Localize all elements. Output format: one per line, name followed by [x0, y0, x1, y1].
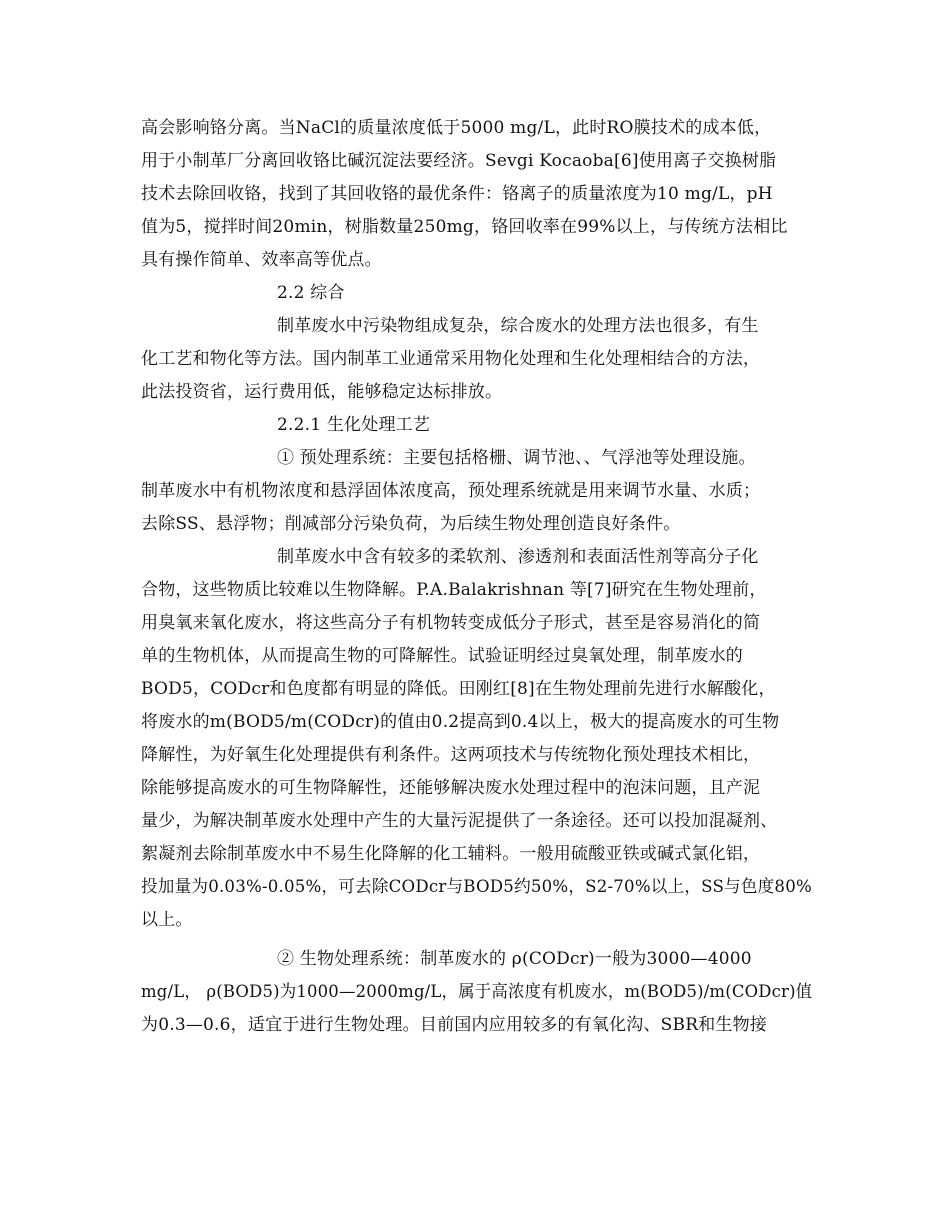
text-line: 化工艺和物化等方法。国内制革工业通常采用物化处理和生化处理相结合的方法， [141, 349, 761, 369]
text-line: 单的生物机体，从而提高生物的可降解性。试验证明经过臭氧处理，制革废水的 [141, 646, 743, 666]
text-line: 量少，为解决制革废水处理中产生的大量污泥提供了一条途径。还可以投加混凝剂、 [141, 811, 778, 831]
text-line: 除能够提高废水的可生物降解性，还能够解决废水处理过程中的泡沫问题，且产泥 [141, 778, 761, 798]
text-line: 制革废水中污染物组成复杂，综合废水的处理方法也很多，有生 [277, 316, 759, 336]
text-line: 制革废水中有机物浓度和悬浮固体浓度高，预处理系统就是用来调节水量、水质； [141, 481, 761, 501]
text-line: 此法投资省，运行费用低，能够稳定达标排放。 [141, 382, 503, 402]
text-line: 合物，这些物质比较难以生物降解。P.A.Balakrishnan 等[7]研究在生物处理前， [141, 580, 767, 600]
text-line: 将废水的m(BOD5/m(CODcr)的值由0.2提高到0.4以上，极大的提高废水的可生物 [141, 712, 780, 732]
text-line: BOD5，CODcr和色度都有明显的降低。田刚红[8]在生物处理前先进行水解酸化， [141, 679, 776, 699]
text-line: 用臭氧来氧化废水，将这些高分子有机物转变成低分子形式，甚至是容易消化的简 [141, 613, 761, 633]
text-line: 用于小制革厂分离回收铬比碱沉淀法要经济。Sevgi Kocaoba[6]使用离子交换树脂 [141, 151, 777, 171]
subsection-heading: 2.2.1 生化处理工艺 [277, 415, 431, 435]
text-line: 絮凝剂去除制革废水中不易生化降解的化工辅料。一般用硫酸亚铁或碱式氯化铝， [141, 844, 761, 864]
text-line: 高会影响铬分离。当NaCl的质量浓度低于5000 mg/L，此时RO膜技术的成本低， [141, 118, 772, 138]
text-line: mg/L， ρ(BOD5)为1000—2000mg/L，属于高浓度有机废水，m(BOD5)/m(CODcr)值 [141, 982, 813, 1002]
text-line: 值为5，搅拌时间20min，树脂数量250mg，铬回收率在99%以上，与传统方法相比 [141, 217, 788, 237]
section-heading: 2.2 综合 [277, 283, 345, 303]
text-line: 以上。 [141, 910, 193, 930]
text-line: ② 生物处理系统：制革废水的 ρ(CODcr)一般为3000—4000 [277, 949, 752, 969]
text-line: 投加量为0.03%-0.05%，可去除CODcr与BOD5约50%，S2-70%以上，SS与色度80% [141, 877, 812, 897]
text-line: ① 预处理系统：主要包括格栅、调节池、、气浮池等处理设施。 [277, 448, 756, 468]
text-line: 为0.3—0.6，适宜于进行生物处理。目前国内应用较多的有氧化沟、SBR和生物接 [141, 1015, 768, 1035]
text-line: 技术去除回收铬，找到了其回收铬的最优条件：铬离子的质量浓度为10 mg/L，pH [141, 184, 773, 204]
text-line: 具有操作简单、效率高等优点。 [141, 250, 382, 270]
text-line: 去除SS、悬浮物；削减部分污染负荷，为后续生物处理创造良好条件。 [141, 514, 681, 534]
text-line: 制革废水中含有较多的柔软剂、渗透剂和表面活性剂等高分子化 [277, 547, 759, 567]
text-line: 降解性，为好氧生化处理提供有利条件。这两项技术与传统物化预处理技术相比， [141, 745, 761, 765]
